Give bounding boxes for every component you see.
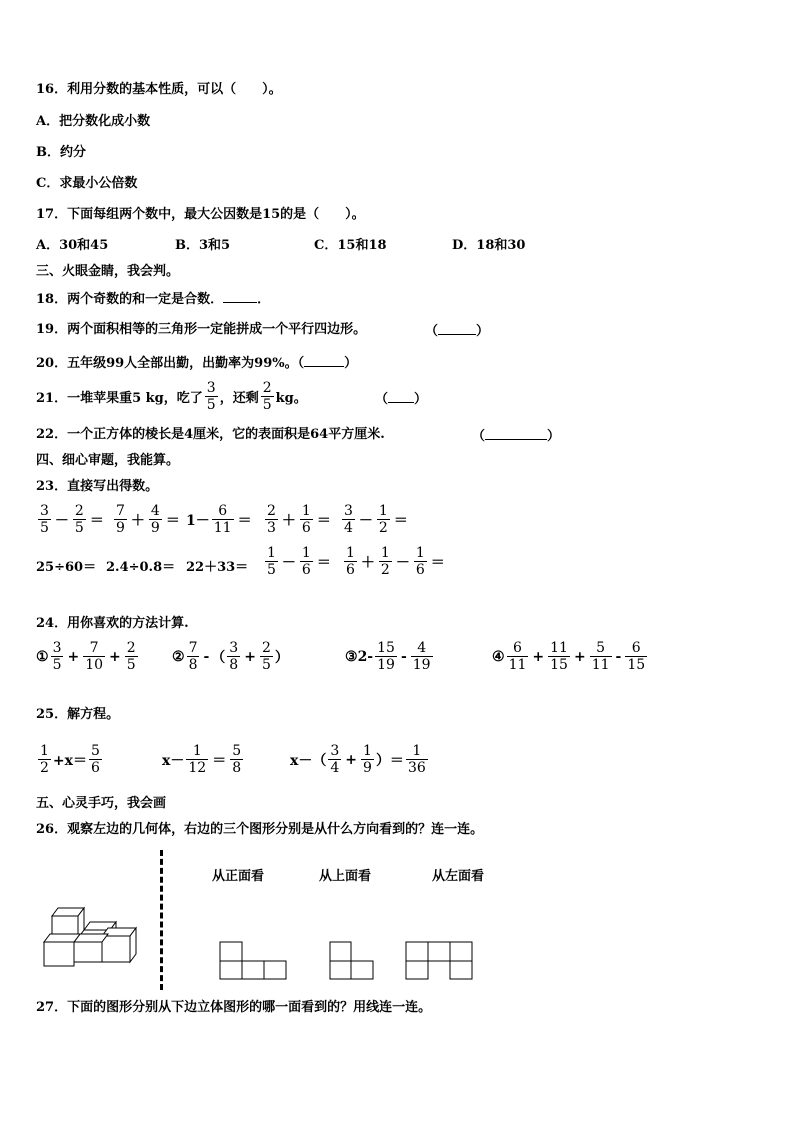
fraction (125, 640, 138, 673)
denominator: 12 (188, 760, 207, 776)
expression-symbol: - (400, 648, 407, 665)
denominator: 9 (116, 520, 125, 536)
denominator: 11 (213, 520, 232, 536)
denominator: 5 (40, 520, 49, 536)
numerator: 1 (301, 545, 311, 561)
q21-text-3: kg。 (275, 391, 307, 406)
numerator: 3 (229, 640, 239, 656)
q19-paren-close: ） (476, 324, 490, 339)
q23-r1-e3 (186, 503, 254, 536)
expression-symbol: ＝ (316, 512, 331, 529)
fraction (507, 640, 529, 673)
numerator: 7 (89, 640, 99, 656)
q23-r2-e4 (263, 545, 333, 578)
q17-option-a: A．30和45 (36, 238, 109, 253)
denominator: 6 (91, 760, 100, 776)
expression-symbol: ＋ (360, 554, 375, 571)
fraction (625, 640, 647, 673)
numerator: 7 (116, 503, 125, 519)
denominator: 5 (262, 397, 272, 413)
numerator: 3 (330, 743, 340, 759)
expression-symbol: ） (274, 649, 289, 666)
denominator: 2 (40, 760, 49, 776)
q21-text-1: 21．一堆苹果重5 kg，吃了 (36, 391, 203, 406)
denominator: 5 (52, 657, 62, 673)
denominator: 5 (206, 397, 216, 413)
fraction (377, 503, 390, 536)
q17-option-d: D．18和30 (452, 238, 526, 253)
q23-stem: 23．直接写出得数。 (36, 479, 159, 494)
q19-answer (425, 322, 489, 340)
q24-stem: 24．用你喜欢的方法计算. (36, 616, 189, 631)
fraction (149, 503, 162, 536)
expression-symbol: ）＝ (375, 752, 404, 769)
q18-text: 18．两个奇数的和一定是合数． (36, 292, 224, 307)
denominator: 9 (363, 760, 372, 776)
q26-stem: 26．观察左边的几何体，右边的三个图形分别是从什么方向看到的？连一连。 (36, 822, 484, 837)
denominator: 3 (267, 520, 276, 536)
expression-symbol: + (109, 648, 121, 665)
q23-r1-e5 (340, 503, 410, 536)
q20-answer-blank[interactable] (304, 354, 344, 367)
q16-option-b: B．约分 (36, 145, 86, 160)
q23-r1-e4 (263, 503, 333, 536)
fraction (590, 640, 612, 673)
denominator: 11 (508, 657, 527, 673)
view-label-left[interactable]: 从左面看 (432, 869, 485, 884)
q23-r2-e2: 2.4÷0.8＝ (106, 560, 176, 575)
q21-fraction-left (261, 380, 274, 413)
fraction (265, 545, 278, 578)
numerator: 1 (415, 545, 425, 561)
numerator: 2 (74, 503, 84, 519)
q16-option-a: A．把分数化成小数 (36, 114, 151, 129)
q19-paren-open: （ (425, 324, 439, 339)
expression-symbol: ④ (492, 648, 505, 665)
fraction (548, 640, 570, 673)
q22-paren-open: （ (472, 429, 486, 444)
numerator: 1 (267, 545, 276, 561)
fraction (379, 545, 392, 578)
denominator: 5 (267, 562, 276, 578)
fraction (300, 545, 313, 578)
fraction (227, 640, 240, 673)
q17-option-b: B．3和5 (175, 238, 231, 253)
denominator: 15 (627, 657, 646, 673)
fraction (300, 503, 313, 536)
q25-e1 (36, 743, 104, 776)
fraction (38, 503, 51, 536)
q24-e4 (492, 640, 649, 673)
view-label-top[interactable]: 从上面看 (319, 869, 372, 884)
denominator: 8 (232, 760, 242, 776)
q23-r2-e5 (342, 545, 447, 578)
q25-stem: 25．解方程。 (36, 707, 120, 722)
q23-r2-e3: 22＋33＝ (186, 560, 249, 575)
fraction (328, 743, 341, 776)
numerator: 2 (267, 503, 276, 519)
view-shape-3[interactable] (405, 941, 475, 981)
numerator: 3 (40, 503, 49, 519)
expression-symbol: － (358, 512, 373, 529)
q18-line (36, 290, 270, 308)
expression-symbol: ③ (345, 648, 358, 665)
q20-paren-close: ） (344, 356, 358, 371)
numerator: 2 (262, 380, 272, 396)
denominator: 2 (380, 562, 390, 578)
denominator: 8 (229, 657, 239, 673)
q25-e2 (162, 743, 245, 776)
denominator: 5 (261, 657, 271, 673)
q27-stem: 27．下面的图形分别从下边立体图形的哪一面看到的？用线连一连。 (36, 1000, 432, 1015)
section-5-heading: 五、心灵手巧，我会画 (36, 796, 167, 811)
q22-answer-blank[interactable] (485, 427, 547, 440)
denominator: 6 (301, 520, 311, 536)
numerator: 3 (344, 503, 353, 519)
fraction (411, 640, 433, 673)
denominator: 10 (85, 657, 104, 673)
expression-symbol: ＝ (316, 554, 331, 571)
expression-symbol: ＝ (393, 512, 408, 529)
numerator: 5 (91, 743, 100, 759)
q21-text-2: ，还剩 (219, 391, 259, 406)
q21-line (36, 380, 307, 413)
numerator: 6 (631, 640, 641, 656)
denominator: 6 (301, 562, 311, 578)
q24-e1 (36, 640, 140, 673)
expression-symbol: － (281, 554, 296, 571)
q22-line (36, 427, 385, 443)
numerator: 3 (206, 380, 216, 396)
fraction (187, 640, 200, 673)
fraction (414, 545, 427, 578)
expression-symbol: + (244, 648, 256, 665)
denominator: 4 (330, 760, 340, 776)
numerator: 2 (126, 640, 136, 656)
fraction (114, 503, 127, 536)
numerator: 5 (232, 743, 242, 759)
expression-symbol: ＝ (89, 512, 104, 529)
denominator: 15 (550, 657, 568, 673)
q25-e3 (290, 743, 430, 776)
q19-text: 19．两个面积相等的三角形一定能拼成一个平行四边形。 (36, 322, 367, 337)
q21-paren-close: ） (414, 392, 428, 407)
expression-symbol: + (345, 751, 358, 768)
numerator: 1 (40, 743, 49, 759)
expression-symbol: 2- (357, 648, 374, 665)
denominator: 6 (415, 562, 425, 578)
view-label-front[interactable]: 从正面看 (212, 869, 265, 884)
q16-option-c: C．求最小公倍数 (36, 176, 138, 191)
expression-symbol: ＝ (237, 512, 252, 529)
cube-solid-figure (40, 902, 144, 968)
denominator: 5 (126, 657, 136, 673)
expression-symbol: ＝ (212, 752, 227, 769)
denominator: 36 (407, 760, 426, 776)
q17-stem: 17．下面每组两个数中，最大公因数是15的是（ ）。 (36, 207, 365, 222)
denominator: 8 (188, 657, 198, 673)
denominator: 19 (412, 657, 431, 673)
expression-symbol: ＋ (130, 512, 145, 529)
expression-symbol: 1－ (186, 512, 210, 529)
numerator: 2 (261, 640, 271, 656)
fraction (51, 640, 64, 673)
expression-symbol: - (203, 648, 210, 665)
q19-answer-blank[interactable] (438, 322, 476, 335)
q21-fraction-eaten (205, 380, 218, 413)
expression-symbol: +x＝ (52, 752, 87, 769)
q21-answer (375, 390, 427, 408)
numerator: 7 (188, 640, 198, 656)
q16-stem: 16．利用分数的基本性质，可以（ ）。 (36, 82, 282, 97)
q22-text: 22．一个正方体的棱长是4厘米，它的表面积是64平方厘米. (36, 427, 385, 442)
fraction (38, 743, 51, 776)
section-3-heading: 三、火眼金睛，我会判。 (36, 264, 180, 279)
numerator: 6 (513, 640, 522, 656)
expression-symbol: x－（ (290, 752, 327, 769)
fraction (260, 640, 273, 673)
q18-answer-blank[interactable] (223, 290, 257, 303)
q22-paren-close: ） (547, 429, 561, 444)
numerator: 1 (363, 743, 372, 759)
fraction (342, 503, 355, 536)
q18-tail: ． (257, 292, 271, 307)
fraction (73, 503, 86, 536)
fraction (344, 545, 357, 578)
denominator: 2 (378, 520, 388, 536)
fraction (375, 640, 397, 673)
numerator: 6 (218, 503, 228, 519)
q21-paren-open: （ (375, 392, 389, 407)
denominator: 5 (74, 520, 84, 536)
numerator: 1 (412, 743, 422, 759)
dashed-divider (160, 850, 163, 990)
expression-symbol: － (54, 512, 69, 529)
expression-symbol: ② (172, 648, 185, 665)
numerator: 15 (377, 640, 395, 656)
fraction (212, 503, 234, 536)
denominator: 6 (346, 562, 355, 578)
numerator: 1 (192, 743, 202, 759)
q21-answer-blank[interactable] (388, 390, 414, 403)
view-shape-1[interactable] (219, 941, 289, 981)
view-shape-2[interactable] (329, 941, 377, 981)
fraction (265, 503, 278, 536)
numerator: 4 (150, 503, 160, 519)
fraction (406, 743, 428, 776)
expression-symbol: ① (36, 648, 49, 665)
q24-e3 (345, 640, 435, 673)
numerator: 1 (378, 503, 388, 519)
numerator: 1 (346, 545, 355, 561)
fraction (83, 640, 105, 673)
fraction (361, 743, 374, 776)
q23-r2-e1: 25÷60＝ (36, 560, 97, 575)
expression-symbol: + (573, 648, 586, 665)
expression-symbol: （ (211, 649, 226, 666)
expression-symbol: ＋ (281, 512, 296, 529)
section-4-heading: 四、细心审题，我能算。 (36, 453, 180, 468)
numerator: 3 (52, 640, 62, 656)
numerator: 4 (417, 640, 427, 656)
q20-line (36, 354, 357, 372)
q23-r1-e1 (36, 503, 106, 536)
fraction (89, 743, 102, 776)
q23-r1-e2 (112, 503, 182, 536)
numerator: 1 (301, 503, 311, 519)
q19-line (36, 322, 366, 338)
denominator: 11 (591, 657, 610, 673)
expression-symbol: + (532, 648, 545, 665)
expression-symbol: ＝ (165, 512, 180, 529)
numerator: 5 (596, 640, 606, 656)
expression-symbol: － (395, 554, 410, 571)
numerator: 1 (380, 545, 390, 561)
denominator: 19 (377, 657, 395, 673)
fraction (230, 743, 243, 776)
expression-symbol: + (67, 648, 80, 665)
expression-symbol: - (615, 648, 622, 665)
fraction (186, 743, 208, 776)
q20-text: 20．五年级99人全部出勤，出勤率为99%。（ (36, 356, 305, 371)
q22-answer (472, 427, 560, 445)
expression-symbol: x－ (162, 752, 185, 769)
numerator: 11 (550, 640, 568, 656)
denominator: 4 (344, 520, 353, 536)
denominator: 9 (150, 520, 160, 536)
expression-symbol: ＝ (430, 554, 445, 571)
q17-option-c: C．15和18 (314, 238, 387, 253)
q24-e2 (172, 640, 289, 673)
